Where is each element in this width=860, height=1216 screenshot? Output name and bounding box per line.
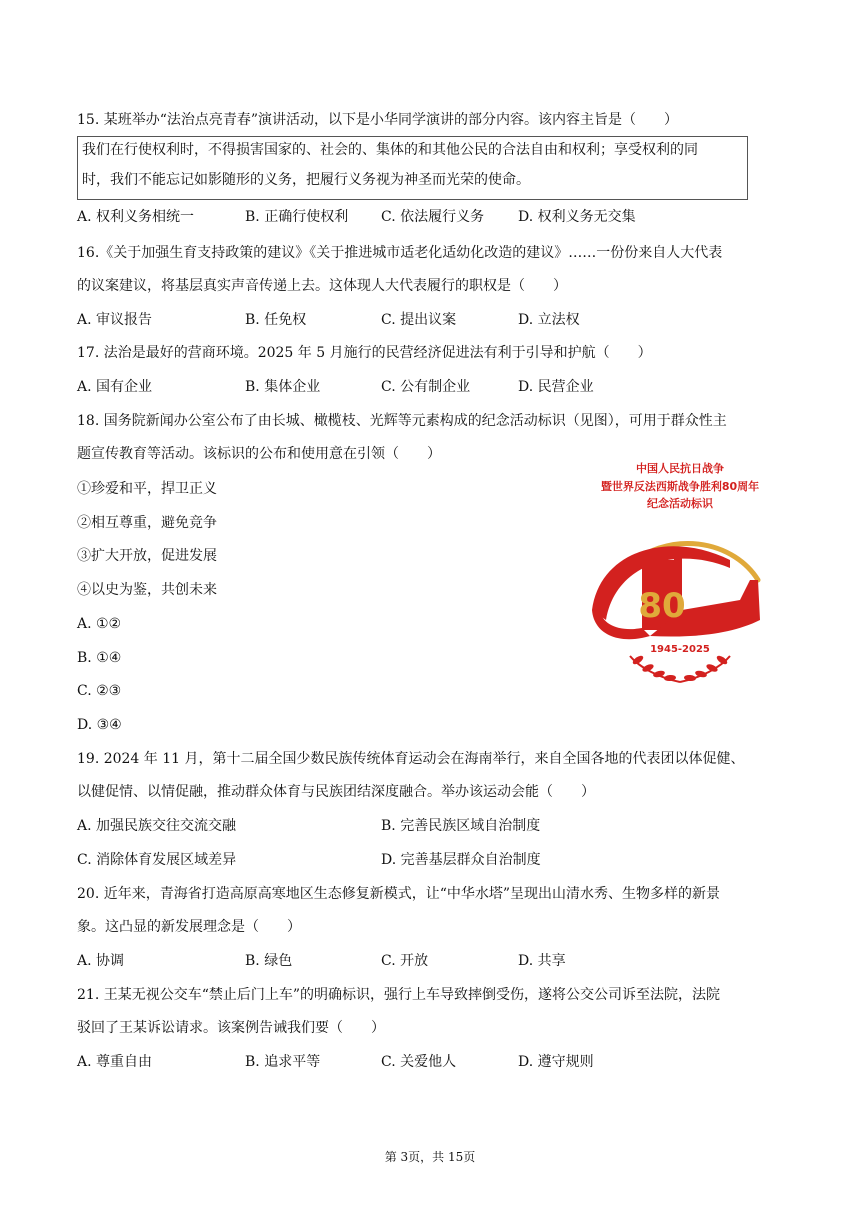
q21-option-a: A. 尊重自由 (77, 1054, 153, 1070)
logo-title-line-2: 暨世界反法西斯战争胜利80周年 (600, 480, 760, 493)
logo-title-line-1: 中国人民抗日战争 (636, 462, 724, 475)
q18-option-d: D. ③④ (77, 717, 122, 733)
great-wall-logo-icon (580, 460, 780, 690)
q15-stem: 15. 某班举办“法治点亮青春”演讲活动，以下是小华同学演讲的部分内容。该内容主旨是（ ） (77, 112, 679, 128)
q20-stem-line-2: 象。这凸显的新发展理念是（ ） (77, 919, 301, 935)
q16-stem-line-2: 的议案建议，将基层真实声音传递上去。这体现人大代表履行的职权是（ ） (77, 278, 567, 294)
q19-stem-line-1: 19. 2024 年 11 月，第十二届全国少数民族传统体育运动会在海南举行，来自全国各地的代表团以体促健、 (77, 751, 745, 767)
q16-option-c: C. 提出议案 (381, 312, 457, 328)
q17-option-d: D. 民营企业 (518, 379, 594, 395)
q21-option-b: B. 追求平等 (245, 1054, 321, 1070)
q19-option-d: D. 完善基层群众自治制度 (381, 852, 541, 868)
q15-option-d: D. 权利义务无交集 (518, 209, 636, 225)
q15-quote-line-2: 时，我们不能忘记如影随形的义务，把履行义务视为神圣而光荣的使命。 (82, 172, 530, 188)
q16-option-b: B. 任免权 (245, 312, 307, 328)
q18-item-2: ②相互尊重，避免竞争 (77, 515, 217, 531)
q15-option-a: A. 权利义务相统一 (77, 209, 195, 225)
q20-option-a: A. 协调 (77, 953, 125, 969)
q17-option-a: A. 国有企业 (77, 379, 153, 395)
q15-option-c: C. 依法履行义务 (381, 209, 485, 225)
q18-option-a: A. ①② (77, 616, 122, 632)
q18-option-b: B. ①④ (77, 650, 122, 666)
q19-option-a: A. 加强民族交往交流交融 (77, 818, 237, 834)
q15-quote-line-1: 我们在行使权利时，不得损害国家的、社会的、集体的和其他公民的合法自由和权利；享受权利的同 (82, 142, 698, 158)
q20-stem-line-1: 20. 近年来，青海省打造高原高寒地区生态修复新模式，让“中华水塔”呈现出山清水秀、生物多样的新景 (77, 886, 721, 902)
logo-years: 1945-2025 (650, 644, 710, 655)
q17-option-b: B. 集体企业 (245, 379, 321, 395)
q19-option-c: C. 消除体育发展区域差异 (77, 852, 237, 868)
q18-stem-line-2: 题宣传教育等活动。该标识的公布和使用意在引领（ ） (77, 446, 441, 462)
q18-item-3: ③扩大开放，促进发展 (77, 548, 217, 564)
q18-item-4: ④以史为鉴，共创未来 (77, 582, 217, 598)
q18-stem-line-1: 18. 国务院新闻办公室公布了由长城、橄榄枝、光辉等元素构成的纪念活动标识（见图），可用于群众性主 (77, 413, 727, 429)
q16-option-a: A. 审议报告 (77, 312, 153, 328)
q16-option-d: D. 立法权 (518, 312, 580, 328)
q19-stem-line-2: 以健促情、以情促融，推动群众体育与民族团结深度融合。举办该运动会能（ ） (77, 784, 595, 800)
olive-branch-icon (630, 654, 730, 682)
q21-option-c: C. 关爱他人 (381, 1054, 457, 1070)
q15-option-b: B. 正确行使权利 (245, 209, 349, 225)
q21-stem-line-1: 21. 王某无视公交车“禁止后门上车”的明确标识，强行上车导致摔倒受伤，遂将公交公司诉至法院，法院 (77, 987, 721, 1003)
page-footer: 第 3页，共 15页 (384, 1150, 476, 1164)
logo-number-80: 80 (638, 586, 686, 626)
q16-stem-line-1: 16.《关于加强生育支持政策的建议》《关于推进城市适老化适幼化改造的建议》……一份份来自人大代表 (77, 245, 723, 261)
q18-item-1: ①珍爱和平，捍卫正义 (77, 481, 217, 497)
logo-title-line-3: 纪念活动标识 (647, 497, 713, 510)
q17-stem: 17. 法治是最好的营商环境。2025 年 5 月施行的民营经济促进法有利于引导和护航（ ） (77, 345, 652, 361)
q19-option-b: B. 完善民族区域自治制度 (381, 818, 541, 834)
q20-option-b: B. 绿色 (245, 953, 293, 969)
q20-option-c: C. 开放 (381, 953, 429, 969)
q18-option-c: C. ②③ (77, 683, 122, 699)
commemorative-logo (580, 460, 780, 690)
q20-option-d: D. 共享 (518, 953, 566, 969)
q17-option-c: C. 公有制企业 (381, 379, 471, 395)
q21-option-d: D. 遵守规则 (518, 1054, 594, 1070)
q21-stem-line-2: 驳回了王某诉讼请求。该案例告诫我们要（ ） (77, 1020, 385, 1036)
